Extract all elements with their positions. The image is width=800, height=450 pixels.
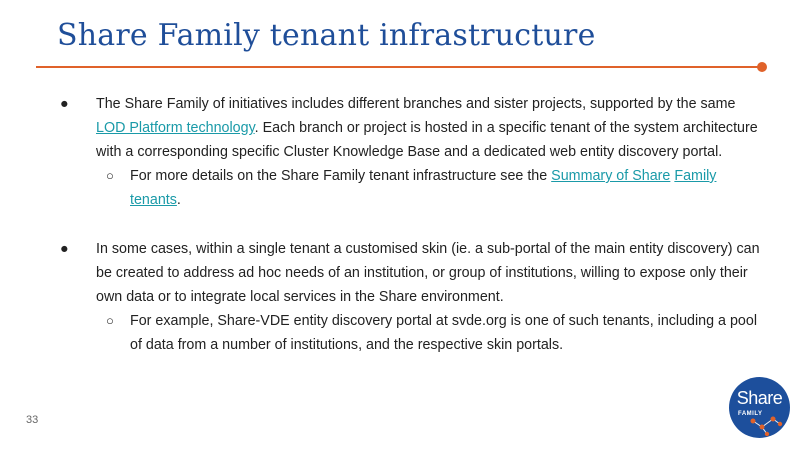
bullet-icon: ● [60,241,69,257]
sub-bullet-text: For example, Share-VDE entity discovery portal at svde.org is one of such tenants, including a pool of data from a number of institutions, and the respective skin portals. [130,313,758,353]
slide-title: Share Family tenant infrastructure [57,18,596,53]
bullet-text: The Share Family of initiatives includes different branches and sister projects, supported by the same [96,96,736,112]
sub-bullet-item [60,309,760,357]
lod-platform-link[interactable]: LOD Platform technology [96,120,255,136]
sub-bullet-icon: ○ [106,313,114,328]
bullet-icon: ● [60,96,69,112]
bullet-item [60,92,760,164]
title-divider [36,66,760,68]
sub-bullet-text: . [176,192,181,208]
sub-bullet-icon: ○ [106,168,114,183]
family-tenants-link[interactable]: Family tenants [130,168,717,208]
summary-of-share-link[interactable]: Summary of Share [551,168,671,184]
spacer [60,212,760,237]
sub-bullet-item [60,164,760,212]
share-family-logo [729,377,790,438]
page-number: 33 [26,414,39,426]
logo-wordmark: Share [736,388,783,408]
bullet-item [60,237,760,309]
slide-body [60,92,760,357]
divider-end-dot [757,62,767,72]
bullet-text: . Each branch or project is hosted in a specific tenant of the system architecture with a corresponding specific Cluster Knowledge Base and a dedicated web entity discovery portal. [96,120,758,160]
bullet-text: In some cases, within a single tenant a customised skin (ie. a sub-portal of the main entity discovery) can be created to address ad hoc needs of an institution, or group of institutions, willing to expose only their own data or to integrate local services in the Share environment. [96,241,760,305]
sub-bullet-text: For more details on the Share Family tenant infrastructure see the [130,168,552,184]
logo-subtitle: FAMILY [738,411,763,417]
